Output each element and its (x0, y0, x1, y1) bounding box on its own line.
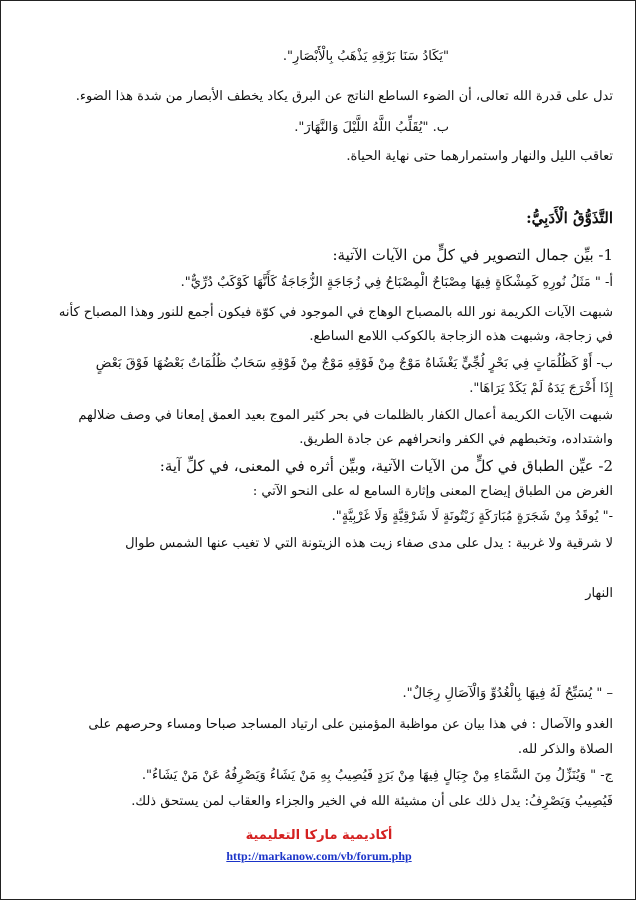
section-heading: التَّذَوُّقُ الْأَدَبِيُّ: (526, 209, 613, 227)
explanation-2b-line1: الغدو والآصال : في هذا بيان عن مواظبة المؤمنين على ارتياد المساجد صباحا ومساء وحرصهم على (88, 717, 613, 732)
question-2: 2- عيِّن الطباق في كلٍّ من الآيات الآتية، وبيِّن أثره في المعنى، في كلِّ آية: (159, 457, 613, 475)
explanation-1b-line1: شبهت الآيات الكريمة أعمال الكفار بالظلمات في بحر كثير الموج بعيد العمق إمعانا في وصف ضلالهم (78, 408, 613, 423)
quote-night-day: ب. "يُقَلِّبُ اللَّهُ اللَّيْلَ وَالنَّهَارَ". (294, 120, 449, 135)
explanation-1b-line2: واشتداده، وتخبطهم في الكفر وانحرافهم عن جادة الطريق. (299, 432, 613, 447)
explanation-1a-line2: في زجاجة، وشبهت هذه الزجاجة بالكوكب اللامع الساطع. (309, 329, 613, 344)
verse-1a: أ- " مَثَلُ نُورِهِ كَمِشْكَاةٍ فِيهَا مِصْبَاحٌ الْمِصْبَاحُ فِي زُجَاجَةٍ الزُّجَاجَةُ كَأَنَّهَا كَوْكَبٌ دُرِّيٌّ". (180, 275, 613, 290)
explanation-2c: فَيُصِيبُ وَيَصْرِفُ: يدل ذلك على أن مشيئة الله في الخير والجزاء والعقاب لمن يستحق ذلك. (131, 794, 613, 809)
verse-1b-line1: ب- أَوْ كَظُلُمَاتٍ فِي بَحْرٍ لُجِّيٍّ يَغْشَاهُ مَوْجٌ مِنْ فَوْقِهِ مَوْجٌ مِنْ فَوْقِهِ سَحَابٌ ظُلُمَاتٌ بَعْضُهَا فَوْقَ بَعْضٍ (95, 356, 613, 371)
footer-title: أكاديمية ماركا التعليمية (245, 828, 393, 843)
verse-2c: ج- " وَيُنَزِّلُ مِنَ السَّمَاءِ مِنْ جِبَالٍ فِيهَا مِنْ بَرَدٍ فَيُصِيبُ بِهِ مَنْ يَشَاءُ وَيَصْرِفُهُ عَنْ مَنْ يَشَاءُ". (141, 768, 613, 783)
question-1: 1- بيِّن جمال التصوير في كلٍّ من الآيات الآتية: (332, 246, 613, 264)
explanation-2b-line2: الصلاة والذكر لله. (517, 742, 613, 757)
explanation-lightning: تدل على قدرة الله تعالى، أن الضوء الساطع الناتج عن البرق يكاد يخطف الأبصار من شدة هذا الضوء. (75, 89, 613, 104)
explanation-night-day: تعاقب الليل والنهار واستمرارهما حتى نهاية الحياة. (346, 149, 613, 164)
question-2-intro: الغرض من الطباق إيضاح المعنى وإثارة السامع له على النحو الآتي : (252, 484, 613, 499)
verse-2b: – " يُسَبِّحُ لَهُ فِيهَا بِالْغُدُوِّ وَالْآصَالِ رِجَالٌ". (402, 686, 613, 701)
explanation-2a-line1: لا شرقية ولا غربية : يدل على مدى صفاء زيت هذه الزيتونة التي لا تغيب عنها الشمس طوال (125, 536, 613, 551)
explanation-1a-line1: شبهت الآيات الكريمة نور الله بالمصباح الوهاج في الموجود في كوّة فيكون أجمع للنور وهذا المصباح كأنه (58, 305, 613, 320)
quote-lightning: "يَكَادُ سَنَا بَرْقِهِ يَذْهَبُ بِالْأَبْصَارِ". (282, 49, 449, 64)
footer-link[interactable]: http://markanow.com/vb/forum.php (226, 849, 412, 863)
verse-1b-line2: إِذَا أَخْرَجَ يَدَهُ لَمْ يَكَدْ يَرَاهَا". (469, 381, 613, 396)
verse-2a: -" يُوقَدُ مِنْ شَجَرَةٍ مُبَارَكَةٍ زَيْتُونَةٍ لَا شَرْقِيَّةٍ وَلَا غَرْبِيَّةٍ". (331, 509, 613, 524)
explanation-2a-line2: النهار (585, 586, 613, 601)
